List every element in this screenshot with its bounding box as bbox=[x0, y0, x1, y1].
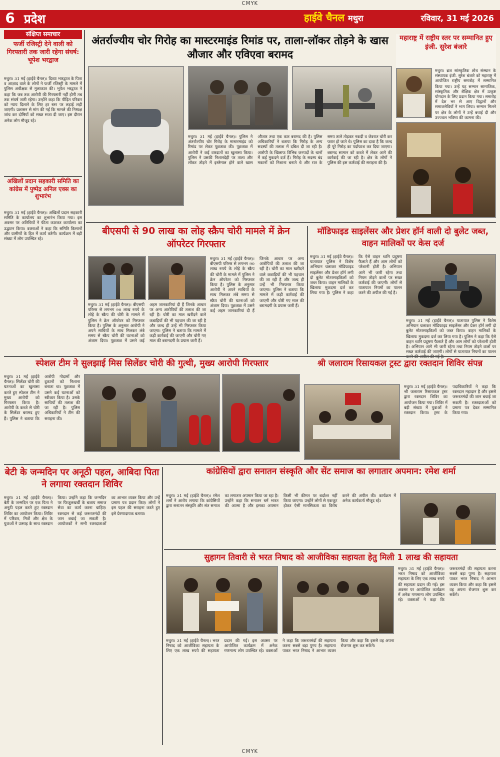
column-rule-left bbox=[84, 30, 85, 318]
lead-photo-car bbox=[88, 66, 184, 206]
award-headline: महाराष्ट्र में राष्ट्रीय स्तर पर सम्मानित हुए इंजी. सुरेश बंजारे bbox=[399, 34, 493, 51]
cylinder-photo-icon bbox=[223, 375, 299, 451]
bsp-story bbox=[88, 226, 304, 354]
arrest-photo-icon bbox=[89, 257, 145, 299]
newspaper-brand bbox=[304, 10, 363, 28]
page-header bbox=[0, 10, 500, 28]
bsp-headline: बीएसपी से 90 लाख का लोह स्क्रैप चोरी मामले में क्रेन ऑपरेटर गिरफ्तार bbox=[102, 226, 290, 250]
help-story bbox=[166, 552, 496, 746]
modified-body-2: मथुरा। 31 मई (हाईवे चैनल)। यातायात पुलिस ने विशेष अभियान चलाकर मॉडिफाइड साइलेंसर और प्रेशर हॉर्न लगी दो बुलेट मोटरसाइकिलों को जब्त किया। वाहन मालिकों के खिलाफ मुकदमा दर्ज कर लिया गया है। पुलिस ने कहा कि ऐसे वाहन ध्वनि प्रदूषण फैलाते हैं और आम लोगों को परेशानी होती है। अभियान आगे भी जारी रहेगा तथा नियम तोड़ने वालों पर सख्त कार्रवाई की जाएगी। लोगों से यातायात नियमों का पालन bbox=[406, 318, 496, 355]
police-team-photo-icon bbox=[85, 375, 219, 451]
blood-donation-photo-icon bbox=[305, 385, 399, 459]
cmyk-mark-top: CMYK bbox=[241, 1, 259, 7]
brief-divider bbox=[4, 176, 82, 177]
bsp-photo-1 bbox=[88, 256, 146, 300]
row-rule-2 bbox=[4, 356, 496, 357]
brief-body-1: मथुरा। 31 मई (हाईवे चैनल)। दिव्या भारद्वाज के पिता व आज़ाद वाले के लोगों ने फर्जी रजिस्ट्री के मामले में पुलिस अधीक्षक से मुलाकात की। भूपेश भरद्वाज ने कहा कि जब तक आरोपी की गिरफ्तारी नहीं होगी तब तक संघर्ष जारी रहेगा। उन्होंने कहा कि पीड़ित परिवार को न्याय दिलाने के लिए हर स्तर पर लड़ाई लड़ी जाएगी। प्रशासन से मांग की गई कि मामले की निष्पक्ष जांच कर दोषियों को सख्त सजा दी जाए। इस दौरान अनेक लोग मौजूद रहे। bbox=[4, 76, 82, 123]
award-ceremony-photo bbox=[396, 122, 496, 218]
column-rule-bottom-1 bbox=[162, 467, 163, 745]
lead-story bbox=[88, 34, 392, 220]
help-body: मथुरा। 31 मई (हाईवे चैनल)। भरत निषाद को आजीविका सहायता के लिए एक लाख रुपये की सहायता प्रदान की गई। इस अवसर पर आयोजित कार्यक्रम में अनेक गणमान्य लोग उपस्थित रहे। वक्ताओं ने कहा कि जरूरतमंदों की सहायता करना सबसे बड़ा पुण्य है। सहायता पाकर भरत निषाद ने आभार व्यक्त किया और कहा कि इससे वह अपना रोजगार शुरू कर सकेंगे। bbox=[166, 638, 394, 654]
gas-photo-police bbox=[84, 374, 220, 452]
section-title: प्रदेश bbox=[24, 12, 46, 26]
page-number: 6 bbox=[5, 11, 15, 27]
congress-body: मथुरा। 31 मई (हाईवे चैनल)। रमेश शर्मा ने आरोप लगाया कि कांग्रेसियों द्वारा सनातन संस्कृति और संत समाज का लगातार अपमान किया जा रहा है। उन्होंने कहा कि सनातन धर्म भारत की आत्मा है और इसका अपमान किसी भी कीमत पर बर्दाश्त नहीं किया जाएगा। उन्होंने लोगों से एकजुट होकर ऐसी मानसिकता का विरोध करने की अपील की। कार्यक्रम में अनेक कार्यकर्ता मौजूद रहे। bbox=[166, 493, 396, 509]
brand-city: मथुरा bbox=[348, 14, 364, 23]
brief-headline-1: फर्जी रजिस्ट्री देने वाली को गिरफ्तारी तक जारी रहेगा संघर्ष: भूपेश भरद्वाज bbox=[6, 41, 80, 64]
lead-photo-tools bbox=[292, 66, 392, 130]
gas-story bbox=[4, 358, 300, 462]
group-photo-icon bbox=[189, 67, 287, 129]
congress-story bbox=[166, 467, 496, 547]
modified-bike-photo bbox=[406, 254, 496, 316]
issue-date: रविवार, 31 मई 2026 bbox=[420, 14, 494, 23]
brand-name: हाईवे चैनल bbox=[304, 13, 345, 24]
congress-headline: कांग्रेसियों द्वारा सनातन संस्कृति और सेंट समाज का लगातार अपमान: रमेश शर्मा bbox=[206, 467, 456, 477]
brief-kicker: संक्षिप्त समाचार bbox=[4, 30, 82, 39]
help-headline: सुहागन तिवारी से भरत निषाद को आजीविका सहायता हेतु मिली 1 लाख की सहायता bbox=[204, 552, 458, 562]
tools-photo-icon bbox=[293, 67, 391, 129]
brief-headline-2: अखिलों प्रदान सहकारी समिति का कांग्रेस में पुष्पेद्र अनिल एक्स का शुभारंभ bbox=[7, 179, 79, 200]
lead-photo-accused bbox=[188, 66, 288, 130]
congress-photo bbox=[400, 493, 496, 545]
award-story bbox=[396, 34, 496, 220]
modified-headline: मॉडिफाइड साइलेंसर और प्रेशर हॉर्न वाली दो बुलेट जब्त, वाहन मालिकों पर केस दर्ज bbox=[317, 226, 489, 248]
help-photo-1 bbox=[166, 566, 278, 634]
cheque-handover-photo-icon bbox=[167, 567, 277, 633]
modified-bike-story bbox=[310, 226, 496, 354]
award-body-top: मथुरा। ब्रज सांस्कृतिक शोध संस्थान के संस्थापक इंजी. सुरेश बंजारे को महाराष्ट्र में आयोजित राष्ट्रीय समारोह में सम्मानित किया गया। उन्हें यह सम्मान सामाजिक, सांस्कृतिक और शैक्षिक क्षेत्र में उत्कृष्ट योगदान के लिए प्रदान किया गया। समारोह में देश भर से आए विद्वानों और समाजसेवियों ने भाग लिया। सम्मान मिलने पर क्षेत्र के लोगों ने उन्हें बधाई दी और उज्ज्वल भविष्य की कामना की। bbox=[435, 68, 496, 120]
trust-camp-photo bbox=[304, 384, 400, 460]
modified-body: मथुरा। 31 मई (हाईवे चैनल)। यातायात पुलिस ने विशेष अभियान चलाकर मॉडिफाइड साइलेंसर और प्रेशर हॉर्न लगी दो बुलेट मोटरसाइकिलों को जब्त किया। वाहन मालिकों के खिलाफ मुकदमा दर्ज कर लिया गया है। पुलिस ने कहा कि ऐसे वाहन ध्वनि प्रदूषण फैलाते हैं और आम लोगों को परेशानी होती है। अभियान आगे भी जारी रहेगा तथा नियम तोड़ने वालों पर सख्त कार्रवाई की जाएगी। लोगों से यातायात नियमों का पालन करने की अपील की गई है। bbox=[310, 254, 402, 296]
bsp-body-left: मथुरा। 31 मई (हाईवे चैनल)। बीएसपी परिसर से लगभग 90 लाख रुपये के लोहे के स्क्रैप की चोरी के मामले में पुलिस ने क्रेन ऑपरेटर को गिरफ्तार किया है। पुलिस के अनुसार आरोपी ने अपने साथियों के साथ मिलकर लंबे समय से स्क्रैप चोरी की घटनाओं को अंजाम दिया। पूछताछ में उसने कई अहम जानकारियां दी हैं जिनके आधार पर अन्य आरोपियों की तलाश की जा रही है। चोरी का माल खरीदने वाले कबाड़ियों की भी पहचान की जा रही है और जल्द ही उन्हें भी गिरफ्तार किया जाएगा। पुलिस ने बताया कि मामले में कड़ी कार्रवाई की जाएगी और चोरी गए माल की बरामदगी के प्रयास जारी हैं। bbox=[88, 302, 206, 344]
birthday-headline: बेटी के जन्मदिन पर अनूठी पहल, आबिदा पिता ने लगाया रक्तदान शिविर bbox=[4, 468, 160, 490]
row-rule-1 bbox=[86, 222, 496, 223]
award-portrait bbox=[396, 68, 432, 118]
birthday-body: मथुरा। 31 मई (हाईवे चैनल)। बेटी के जन्मदिन पर एक पिता ने अनूठी पहल करते हुए रक्तदान शिविर का आयोजन किया। शिविर में परिवार, मित्रों और क्षेत्र के युवाओं ने उत्साह के साथ रक्तदान किया। उन्होंने कहा कि जन्मदिन पर फिजूलखर्ची के बजाय समाज सेवा का कार्य करना चाहिए। रक्तदान से कई जरूरतमंदों की जान बचाई जा सकती है। आयोजकों ने सभी रक्तदाताओं का आभार व्यक्त किया और उन्हें प्रमाण पत्र प्रदान किए। लोगों ने इस पहल की सराहना करते हुए इसे प्रेरणादायक बताया। bbox=[4, 495, 160, 527]
gathering-photo-icon bbox=[283, 567, 393, 633]
person-portrait-icon bbox=[397, 69, 431, 117]
help-photo-2 bbox=[282, 566, 394, 634]
left-brief-column bbox=[4, 30, 82, 318]
accused-photo-icon bbox=[149, 257, 205, 299]
column-rule-mid bbox=[307, 226, 308, 354]
gas-photo-cylinders bbox=[222, 374, 300, 452]
gas-body: मथुरा। 31 मई (हाईवे चैनल)। सिलेंडर चोरी की घटनाओं का खुलासा करते हुए स्पेशल टीम ने मुख्य आरोपी को गिरफ्तार किया है। आरोपी के कब्जे से चोरी के सिलेंडर बरामद हुए हैं। पुलिस ने बताया कि आरोपी गोदामों और दुकानों को निशाना बनाता था। पूछताछ में उसने कई घटनाओं को स्वीकार किया है। उसके साथियों की तलाश की जा रही है। पुलिस अधिकारियों ने टीम की सराहना की। bbox=[4, 374, 80, 421]
bsp-body-right: मथुरा। 31 मई (हाईवे चैनल)। बीएसपी परिसर से लगभग 90 लाख रुपये के लोहे के स्क्रैप की चोरी के मामले में पुलिस ने क्रेन ऑपरेटर को गिरफ्तार किया है। पुलिस के अनुसार आरोपी ने अपने साथियों के साथ मिलकर लंबे समय से स्क्रैप चोरी की घटनाओं को अंजाम दिया। पूछताछ में उसने कई अहम जानकारियां दी हैं जिनके आधार पर अन्य आरोपियों की तलाश की जा रही है। चोरी का माल खरीदने वाले कबाड़ियों की भी पहचान की जा रही है और जल्द ही उन्हें भी गिरफ्तार किया जाएगा। पुलिस ने बताया कि मामले में कड़ी कार्रवाई की जाएगी और चोरी गए माल की बरामदगी के प्रयास जारी हैं। bbox=[210, 256, 304, 314]
row-rule-4 bbox=[164, 549, 496, 550]
motorcycle-photo-icon bbox=[407, 255, 495, 315]
car-photo-icon bbox=[89, 67, 183, 205]
trust-camp-story bbox=[304, 358, 496, 462]
trust-headline: श्री जलाराम रिसायकल ट्रस्ट द्वारा रक्तदान शिविर संपन्न bbox=[317, 358, 483, 368]
ceremony-photo-icon bbox=[397, 123, 495, 217]
help-body-right: मथुरा। 31 मई (हाईवे चैनल)। भरत निषाद को आजीविका सहायता के लिए एक लाख रुपये की सहायता प्रदान की गई। इस अवसर पर आयोजित कार्यक्रम में अनेक गणमान्य लोग उपस्थित रहे। वक्ताओं ने कहा कि जरूरतमंदों की सहायता करना सबसे बड़ा पुण्य है। सहायता पाकर भरत निषाद ने आभार व्यक्त किया और कहा कि इससे वह अपना रोजगार शुरू कर सकेंगे। bbox=[398, 566, 496, 603]
lead-body: मथुरा। 31 मई (हाईवे चैनल)। पुलिस ने अंतर्राज्यीय चोर गिरोह के मास्टरमाइंड को रिमांड पर लेकर पूछताछ की। पूछताछ में आरोपी ने कई वारदातों का खुलासा किया। पुलिस ने उसकी निशानदेही पर ताला और लॉकर तोड़ने में इस्तेमाल होने वाले खास औजार तथा एक कार बरामद की है। पुलिस अधिकारियों ने बताया कि गिरोह के अन्य सदस्यों की तलाश में दबिश दी जा रही है। आरोपी के खिलाफ विभिन्न जनपदों के थानों में कई मुकदमे दर्ज हैं। गिरोह के सदस्य बंद मकानों को निशाना बनाते थे और रात के समय ताले तोड़कर नकदी व जेवरात चोरी कर फरार हो जाते थे। पुलिस का दावा है कि जल्द ही पूरे गिरोह का पर्दाफाश कर दिया जाएगा। बरामद सामान को कब्जे में लेकर आगे की कार्रवाई की जा रही है। क्षेत्र के लोगों ने पुलिस की इस कार्रवाई की सराहना की है। bbox=[188, 134, 392, 166]
speaker-photo-icon bbox=[401, 494, 495, 544]
lead-headline: अंतर्राज्यीय चोर गिरोह का मास्टरमाइंड रिमांड पर, ताला-लॉकर तोड़ने के खास औजार और एविएवा बरामद bbox=[91, 35, 389, 61]
brief-body-2: मथुरा। 31 मई (हाईवे चैनल)। अखिलों प्रदान सहकारी समिति के कार्यालय का शुभारंभ किया गया। इस अवसर पर अतिथियों ने फीता काटकर कार्यालय का उद्घाटन किया। वक्ताओं ने कहा कि समिति किसानों और ग्रामीणों के हित में कार्य करेगी। कार्यक्रम में बड़ी संख्या में लोग उपस्थित रहे। bbox=[4, 210, 82, 242]
row-rule-3 bbox=[4, 464, 496, 465]
gas-headline: स्पेशल टीम ने सुलझाई मिस सिलेंडर चोरी की गुत्थी, मुख्य आरोपी गिरफ्तार bbox=[35, 359, 269, 369]
cmyk-mark-bottom: CMYK bbox=[241, 749, 259, 755]
bsp-photo-2 bbox=[148, 256, 206, 300]
trust-body: मथुरा। 31 मई (हाईवे चैनल)। श्री जलाराम रिसायकल ट्रस्ट द्वारा रक्तदान शिविर का आयोजन किया गया। शिविर में बड़ी संख्या में युवाओं ने रक्तदान किया। ट्रस्ट के पदाधिकारियों ने कहा कि रक्तदान महादान है और इससे जरूरतमंदों की जान बचाई जा सकती है। रक्तदाताओं को प्रमाण पत्र देकर सम्मानित किया गया। bbox=[404, 384, 496, 416]
birthday-story bbox=[4, 467, 160, 745]
